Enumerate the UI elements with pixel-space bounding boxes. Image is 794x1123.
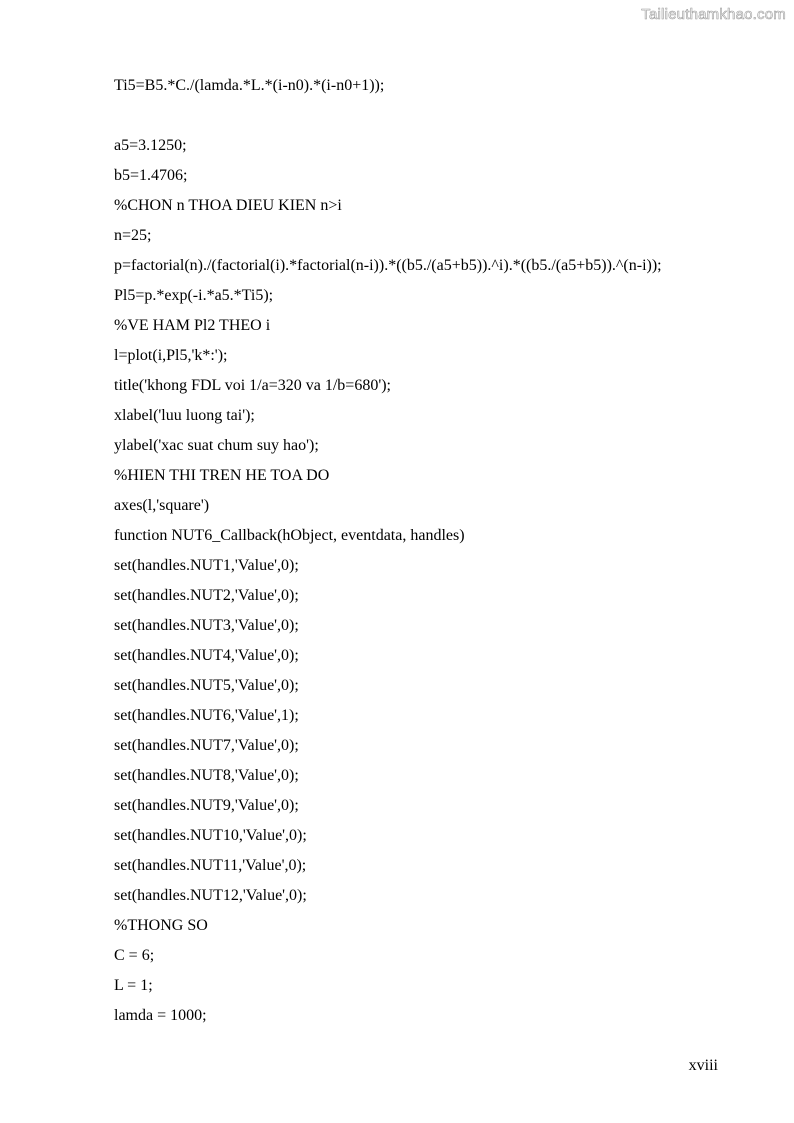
code-line: %HIEN THI TREN HE TOA DO	[114, 467, 330, 484]
code-line: set(handles.NUT6,'Value',1);	[114, 707, 299, 724]
code-line: lamda = 1000;	[114, 1007, 207, 1024]
watermark: Tailieuthamkhao.com	[641, 6, 786, 23]
code-line: set(handles.NUT9,'Value',0);	[114, 797, 299, 814]
code-line: l=plot(i,Pl5,'k*:');	[114, 347, 228, 364]
code-line: set(handles.NUT10,'Value',0);	[114, 827, 307, 844]
code-line: title('khong FDL voi 1/a=320 va 1/b=680');	[114, 377, 391, 394]
code-line: set(handles.NUT2,'Value',0);	[114, 587, 299, 604]
code-line: axes(l,'square')	[114, 497, 210, 514]
code-line: set(handles.NUT4,'Value',0);	[114, 647, 299, 664]
code-line: b5=1.4706;	[114, 167, 188, 184]
code-line: set(handles.NUT8,'Value',0);	[114, 767, 299, 784]
code-line: %THONG SO	[114, 917, 208, 934]
code-line: n=25;	[114, 227, 152, 244]
code-line: set(handles.NUT7,'Value',0);	[114, 737, 299, 754]
code-line: ylabel('xac suat chum suy hao');	[114, 437, 319, 454]
code-line: xlabel('luu luong tai');	[114, 407, 255, 424]
page-number: xviii	[688, 1057, 718, 1074]
code-line: set(handles.NUT3,'Value',0);	[114, 617, 299, 634]
code-line: C = 6;	[114, 947, 155, 964]
code-line: p=factorial(n)./(factorial(i).*factorial(n-i)).*((b5./(a5+b5)).^i).*((b5./(a5+b5)).^(n-i));	[114, 257, 662, 274]
code-line: L = 1;	[114, 977, 153, 994]
code-line: Pl5=p.*exp(-i.*a5.*Ti5);	[114, 287, 274, 304]
code-line: a5=3.1250;	[114, 137, 187, 154]
code-line: Ti5=B5.*C./(lamda.*L.*(i-n0).*(i-n0+1));	[114, 77, 385, 94]
code-line: set(handles.NUT5,'Value',0);	[114, 677, 299, 694]
code-line: set(handles.NUT11,'Value',0);	[114, 857, 307, 874]
code-line: %VE HAM Pl2 THEO i	[114, 317, 271, 334]
code-line: function NUT6_Callback(hObject, eventdata, handles)	[114, 527, 465, 544]
code-line: set(handles.NUT12,'Value',0);	[114, 887, 307, 904]
code-line: %CHON n THOA DIEU KIEN n>i	[114, 197, 342, 214]
code-line: set(handles.NUT1,'Value',0);	[114, 557, 299, 574]
